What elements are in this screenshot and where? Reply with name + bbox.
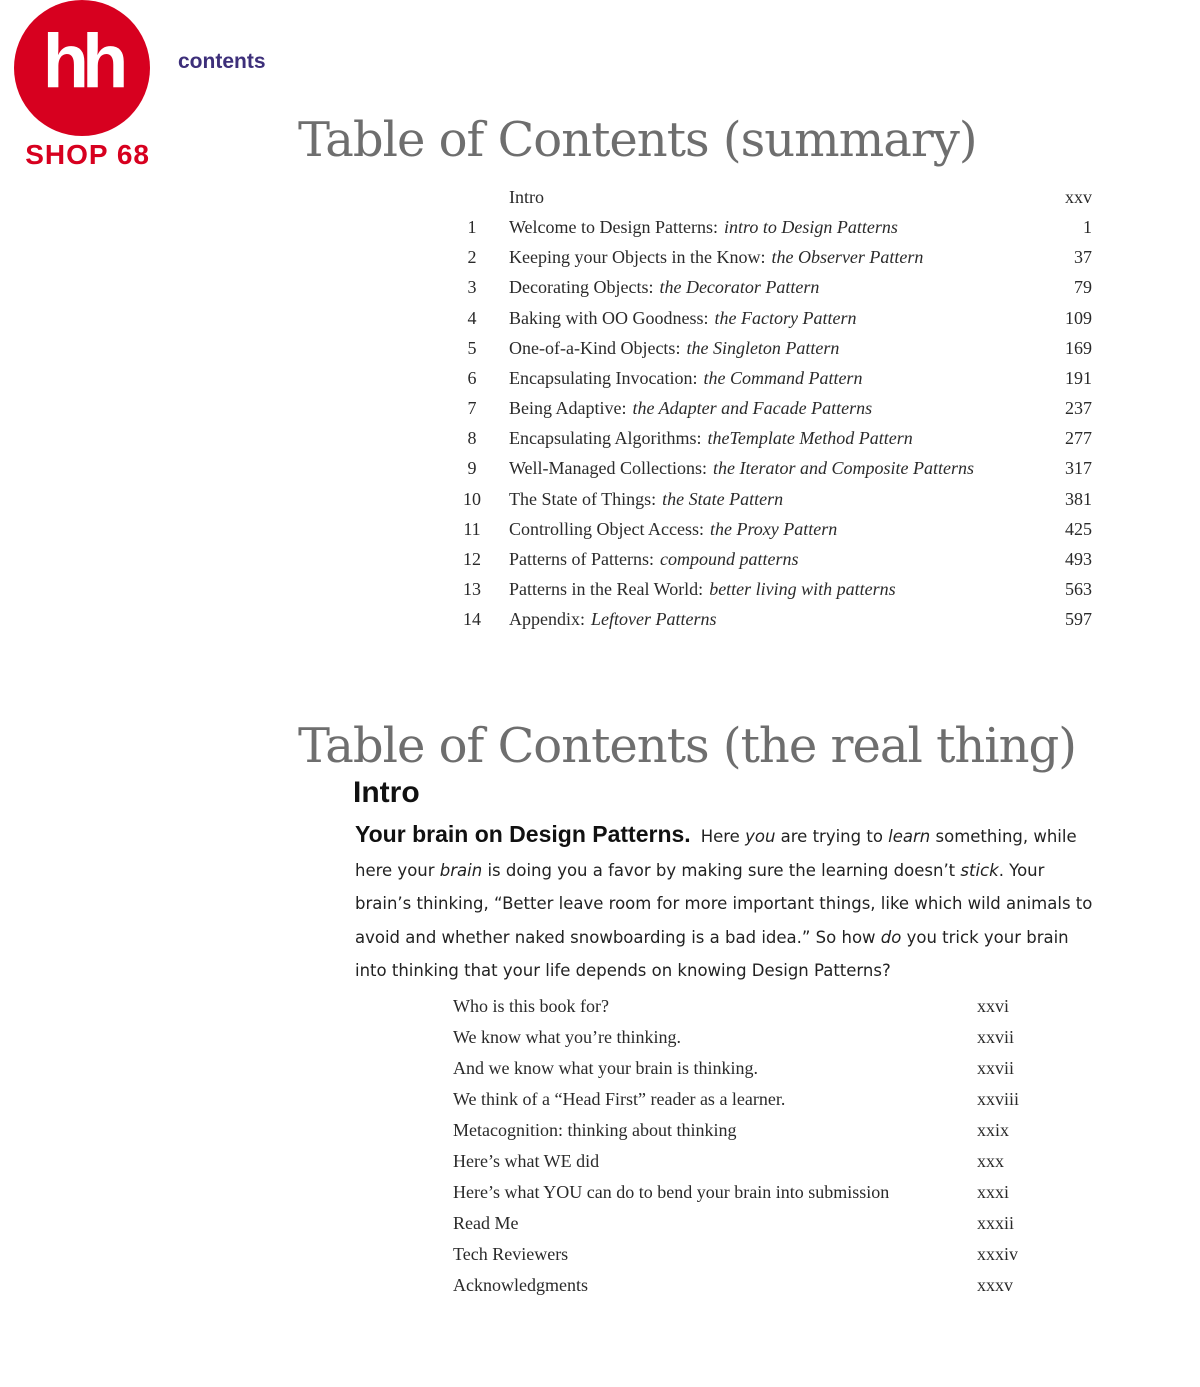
intro-emphasis: do	[880, 927, 902, 947]
chapter-title	[509, 549, 798, 570]
section-page: xxxv	[977, 1274, 1013, 1295]
chapter-number: 1	[467, 217, 477, 238]
chapter-number: 2	[467, 247, 477, 268]
section-page: xxxi	[977, 1181, 1010, 1202]
chapter-title	[509, 247, 923, 268]
summary-title: Table of Contents (summary)	[298, 112, 977, 168]
section-title: Here’s what YOU can do to bend your brain into submission	[453, 1181, 890, 1202]
chapter-subtitle: intro to Design Patterns	[724, 217, 898, 238]
toc-entry[interactable]	[460, 368, 1092, 398]
page-number: 37	[1074, 247, 1092, 268]
page-number: 109	[1065, 307, 1092, 328]
chapter-title-text: The State of Things:	[509, 488, 657, 509]
section-title: Who is this book for?	[453, 996, 609, 1016]
page-number: 493	[1065, 548, 1092, 569]
chapter-number: 6	[467, 367, 477, 388]
toc-entry[interactable]	[460, 489, 1092, 519]
chapter-number: 10	[463, 488, 481, 509]
intro-paragraph	[355, 818, 1097, 988]
chapter-number: 4	[467, 307, 477, 328]
chapter-title	[509, 217, 898, 238]
intro-text: . Your brain’s thinking, “Better leave room for more important things, like which wild animals to avoid and whether naked snowboarding is a bad idea.” So how	[355, 860, 1093, 947]
toc-entry[interactable]	[460, 519, 1092, 549]
toc-entry[interactable]	[460, 338, 1092, 368]
section-title: Metacognition: thinking about thinking	[453, 1119, 737, 1140]
chapter-title	[509, 277, 819, 298]
toc-entry[interactable]	[460, 187, 1092, 217]
intro-emphasis: stick	[960, 860, 999, 880]
chapter-title	[509, 187, 550, 208]
intro-text: are trying to	[775, 827, 889, 846]
logo-caption: SHOP 68	[25, 139, 150, 170]
section-entry[interactable]	[453, 1089, 1053, 1119]
chapter-title	[509, 428, 913, 449]
chapter-title	[509, 489, 783, 510]
chapter-subtitle: the Observer Pattern	[771, 247, 924, 268]
intro-emphasis: you	[745, 827, 776, 846]
toc-entry[interactable]	[460, 579, 1092, 609]
section-entry[interactable]	[453, 1213, 1053, 1243]
chapter-title-text: Encapsulating Invocation:	[509, 367, 698, 388]
intro-text: is doing you a favor by making sure the learning doesn’t	[482, 860, 961, 880]
chapter-heading: Intro	[353, 776, 420, 809]
chapter-title-text: Patterns of Patterns:	[509, 548, 654, 569]
page-number: 425	[1065, 518, 1092, 539]
chapter-subtitle: the State Pattern	[662, 488, 784, 509]
section-page: xxvii	[977, 1026, 1015, 1047]
detailed-title: Table of Contents (the real thing)	[298, 718, 1076, 774]
section-page: xxvii	[977, 1057, 1015, 1078]
section-entry[interactable]	[453, 1120, 1053, 1150]
intro-lead: Your brain on Design Patterns.	[355, 821, 691, 847]
section-entry[interactable]	[453, 1058, 1053, 1088]
section-page: xxvi	[977, 996, 1010, 1016]
chapter-number: 5	[467, 337, 477, 358]
chapter-title-text: Welcome to Design Patterns:	[509, 217, 719, 238]
intro-emphasis: learn	[888, 827, 931, 846]
toc-entry[interactable]	[460, 308, 1092, 338]
toc-entry[interactable]	[460, 398, 1092, 428]
page-number: 191	[1065, 367, 1092, 388]
chapter-title	[509, 458, 974, 479]
intro-emphasis: brain	[439, 860, 483, 880]
section-page: xxviii	[977, 1088, 1020, 1109]
section-page: xxxii	[977, 1212, 1015, 1233]
chapter-subtitle: Leftover Patterns	[591, 609, 717, 630]
toc-entry[interactable]	[460, 428, 1092, 458]
chapter-number: 8	[467, 428, 477, 449]
chapter-subtitle: the Decorator Pattern	[659, 277, 820, 298]
section-title: Tech Reviewers	[453, 1243, 569, 1264]
chapter-number: 13	[463, 578, 481, 599]
chapter-subtitle: the Factory Pattern	[714, 307, 857, 328]
section-title: We think of a “Head First” reader as a learner.	[453, 1088, 786, 1109]
intro-text: something, while here your	[355, 827, 1077, 880]
page-number: 277	[1065, 428, 1092, 449]
page-number: 79	[1074, 277, 1092, 298]
chapter-title	[509, 519, 837, 540]
chapter-subtitle: the Proxy Pattern	[709, 518, 838, 539]
page-number: 1	[1083, 217, 1092, 238]
chapter-number: 12	[463, 548, 481, 569]
section-entry[interactable]	[453, 1244, 1053, 1274]
chapter-subtitle: the Adapter and Facade Patterns	[632, 398, 873, 419]
chapter-number: 11	[463, 518, 481, 539]
chapter-title	[509, 579, 896, 600]
toc-entry[interactable]	[460, 549, 1092, 579]
section-title: Here’s what WE did	[453, 1150, 600, 1171]
section-entry[interactable]	[453, 1151, 1053, 1181]
chapter-subtitle: compound patterns	[659, 548, 799, 569]
intro-text: Here	[700, 827, 746, 846]
section-title: Read Me	[453, 1212, 519, 1233]
chapter-title-text: Appendix:	[509, 609, 585, 630]
intro-text: you trick your brain into thinking that your life depends on knowing Design Patterns?	[355, 927, 1069, 980]
toc-entry[interactable]	[460, 609, 1092, 639]
section-page: xxix	[977, 1119, 1010, 1140]
chapter-title-text: Decorating Objects:	[509, 277, 654, 298]
page-number: xxv	[1065, 187, 1092, 207]
chapter-title-text: Baking with OO Goodness:	[509, 307, 709, 328]
section-page: xxx	[977, 1150, 1004, 1171]
chapter-subtitle: the Singleton Pattern	[686, 337, 840, 358]
page-number: 597	[1065, 609, 1092, 630]
page-number: 169	[1065, 337, 1092, 358]
section-entry[interactable]	[453, 1027, 1053, 1057]
toc-entry[interactable]	[460, 277, 1092, 307]
section-title: And we know what your brain is thinking.	[453, 1057, 758, 1078]
chapter-subtitle: the Iterator and Composite Patterns	[713, 458, 974, 479]
chapter-title	[509, 398, 872, 419]
chapter-subtitle: the Command Pattern	[703, 367, 863, 388]
section-entry[interactable]	[453, 1275, 1053, 1305]
page-number: 317	[1065, 458, 1092, 479]
logo-mark: hh	[42, 19, 122, 104]
chapter-title	[509, 338, 839, 359]
chapter-subtitle: theTemplate Method Pattern	[707, 428, 913, 449]
running-header: contents	[178, 50, 266, 73]
chapter-title	[509, 609, 716, 630]
chapter-number: 9	[467, 458, 477, 479]
toc-entry[interactable]	[460, 247, 1092, 277]
toc-entry[interactable]	[460, 458, 1092, 488]
chapter-number: 7	[467, 398, 477, 419]
section-entry[interactable]	[453, 996, 1053, 1026]
section-page: xxxiv	[977, 1243, 1019, 1264]
chapter-number: 14	[463, 609, 481, 630]
chapter-title-text: Encapsulating Algorithms:	[509, 428, 702, 449]
chapter-title-text: Keeping your Objects in the Know:	[509, 247, 766, 268]
chapter-title-text: Intro	[509, 187, 544, 207]
chapter-subtitle: better living with patterns	[709, 578, 896, 599]
toc-entry[interactable]	[460, 217, 1092, 247]
chapter-number: 3	[467, 277, 477, 298]
chapter-title-text: One-of-a-Kind Objects:	[509, 337, 681, 358]
page-number: 237	[1065, 398, 1092, 419]
chapter-title	[509, 368, 862, 389]
page-number: 563	[1065, 578, 1092, 599]
hh-logo	[14, 0, 150, 136]
chapter-title-text: Controlling Object Access:	[509, 518, 704, 539]
chapter-title-text: Well-Managed Collections:	[509, 458, 707, 479]
chapter-title	[509, 308, 856, 329]
section-title: We know what you’re thinking.	[453, 1026, 682, 1047]
chapter-title-text: Patterns in the Real World:	[509, 578, 704, 599]
section-title: Acknowledgments	[453, 1274, 588, 1295]
section-entry[interactable]	[453, 1182, 1053, 1212]
chapter-title-text: Being Adaptive:	[509, 398, 627, 419]
page-number: 381	[1065, 488, 1092, 509]
